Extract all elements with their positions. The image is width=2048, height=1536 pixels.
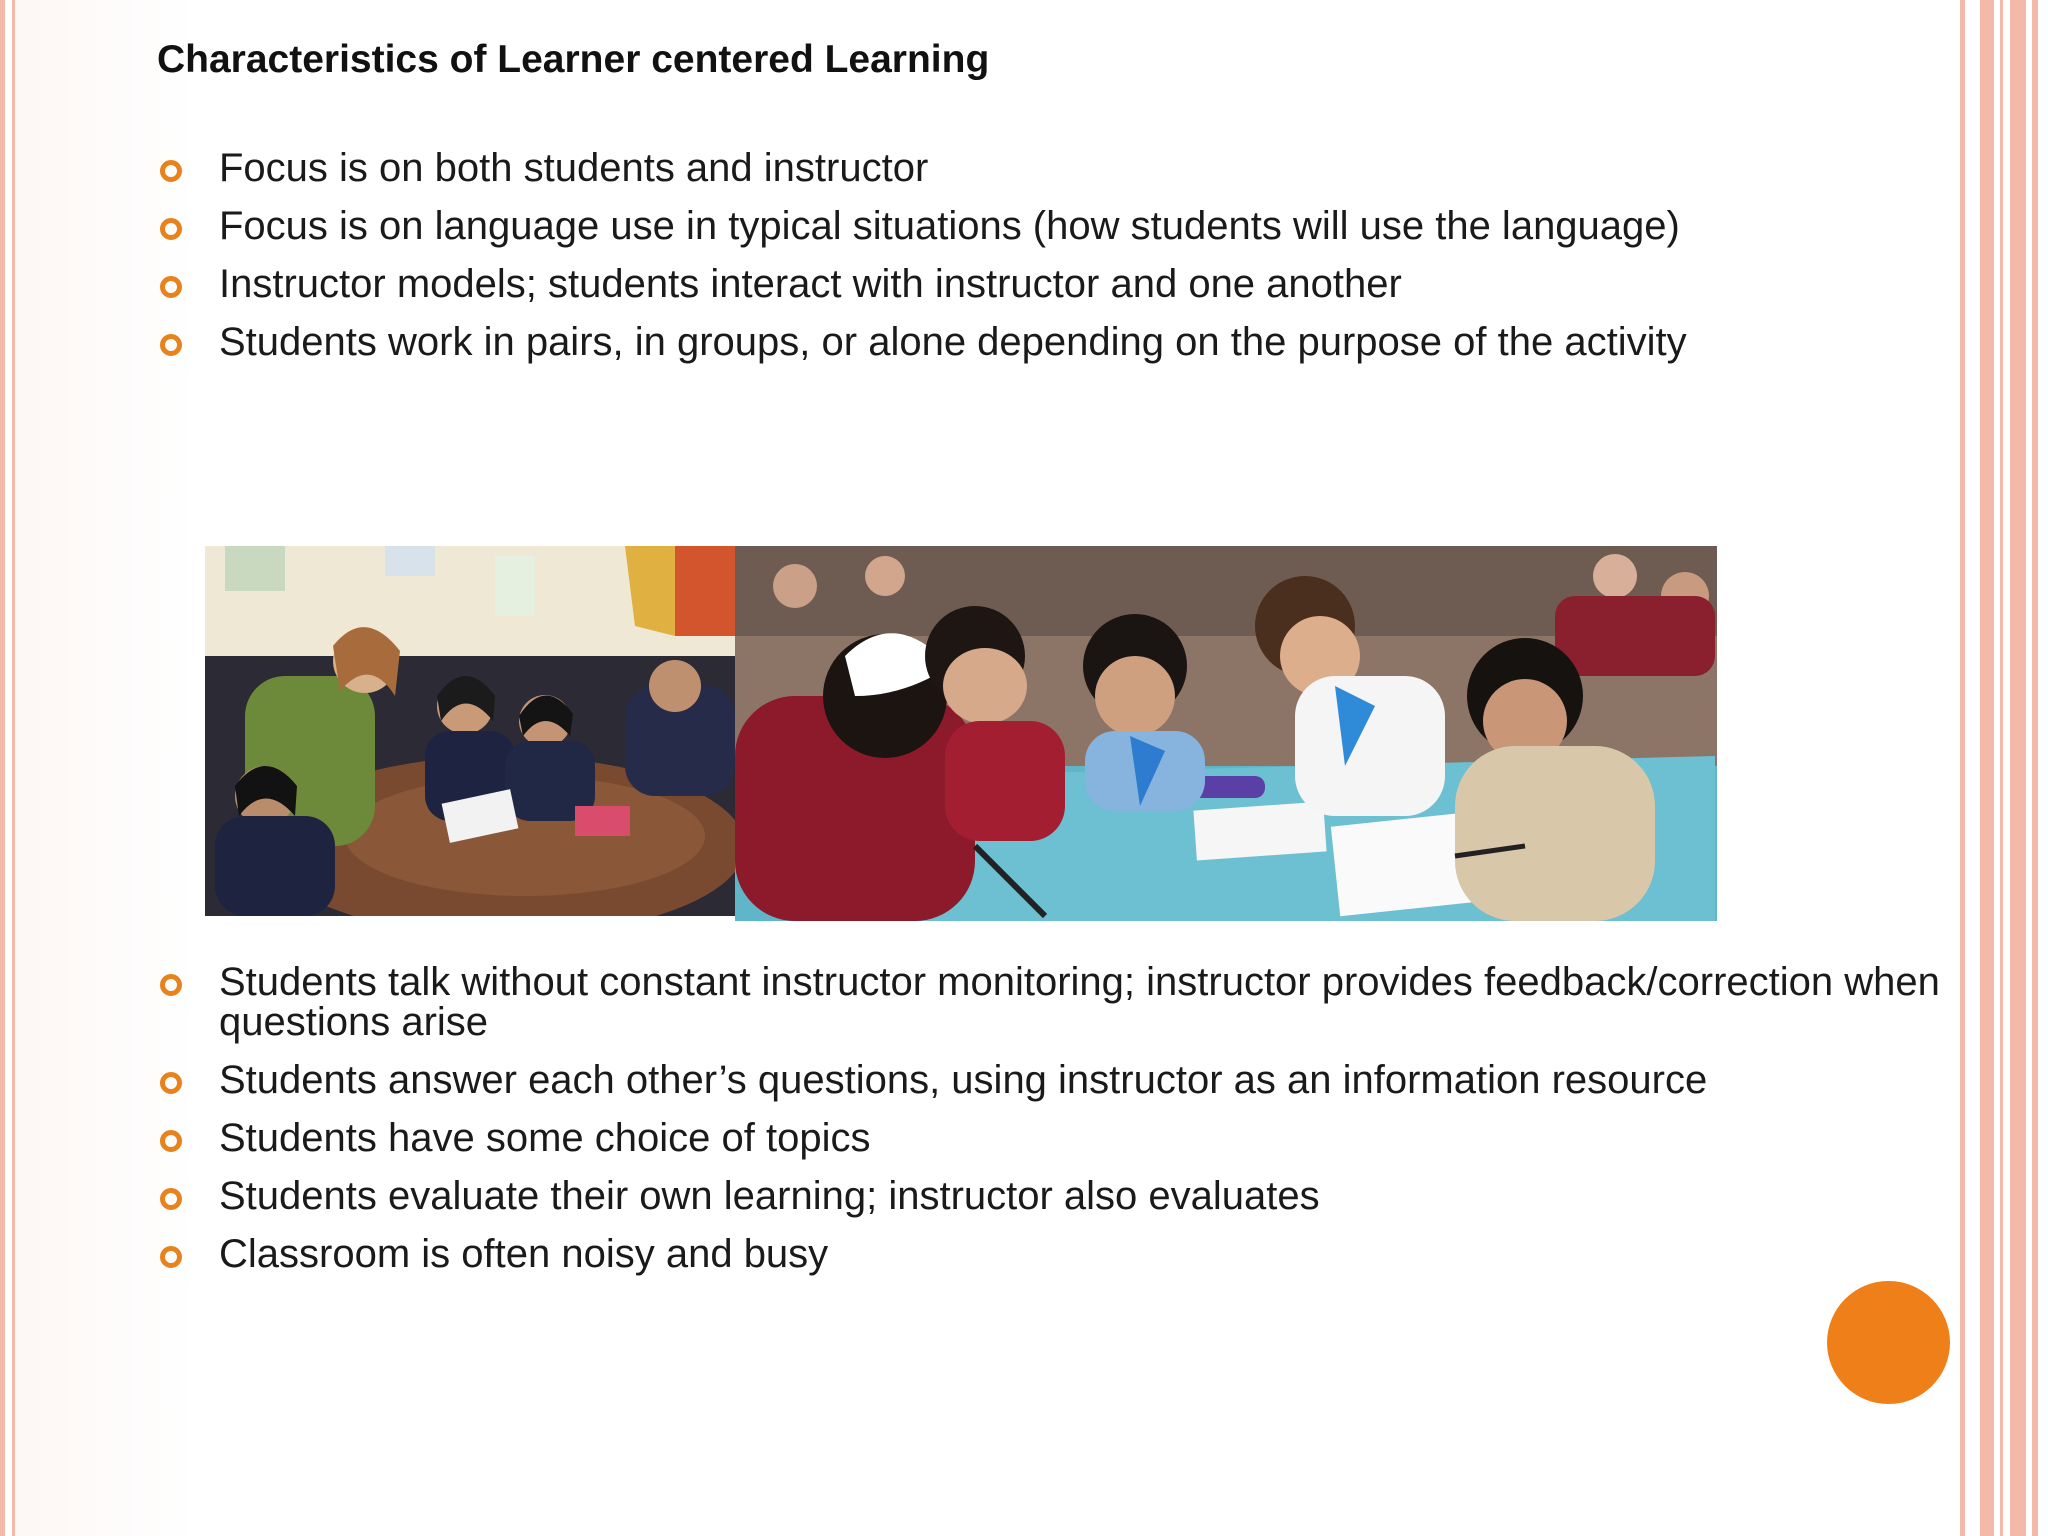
bullet-item: [157, 264, 1687, 304]
bullet-text: Classroom is often noisy and busy: [219, 1232, 829, 1276]
bullet-item: [157, 206, 1687, 246]
bullet-text: Students talk without constant instructor monitoring; instructor provides feedback/correction when questions arise: [219, 960, 1940, 1044]
right-border-stripe: [2000, 0, 2003, 1536]
classroom-photo-left: [205, 546, 735, 916]
right-border-stripe: [1980, 0, 1994, 1536]
bullet-text: Focus is on both students and instructor: [219, 146, 929, 190]
bullet-item: [157, 1234, 2048, 1274]
right-border-stripe: [2032, 0, 2038, 1536]
bullet-item: [157, 148, 1687, 188]
left-border-line: [0, 0, 5, 1536]
right-border-stripe: [1960, 0, 1965, 1536]
bullet-list-top: [157, 148, 1687, 380]
bullet-circle-icon: [160, 1130, 182, 1152]
bullet-circle-icon: [160, 1072, 182, 1094]
bullet-item: [157, 1118, 2048, 1158]
bullet-item: [157, 1060, 2048, 1100]
bullet-item: [157, 962, 2048, 1042]
bullet-text: Students work in pairs, in groups, or alone depending on the purpose of the activity: [219, 320, 1687, 364]
bullet-item: [157, 1176, 2048, 1216]
bullet-list-bottom: [157, 962, 2048, 1292]
bullet-text: Focus is on language use in typical situations (how students will use the language): [219, 204, 1680, 248]
bullet-item: [157, 322, 1687, 362]
bullet-circle-icon: [160, 218, 182, 240]
right-border-stripe: [2010, 0, 2026, 1536]
slide-title: Characteristics of Learner centered Learning: [157, 38, 990, 81]
bullet-text: Students have some choice of topics: [219, 1116, 871, 1160]
bullet-circle-icon: [160, 276, 182, 298]
bullet-circle-icon: [160, 334, 182, 356]
bullet-circle-icon: [160, 160, 182, 182]
bullet-text: Instructor models; students interact with instructor and one another: [219, 262, 1402, 306]
bullet-circle-icon: [160, 974, 182, 996]
bullet-text: Students answer each other’s questions, using instructor as an information resource: [219, 1058, 1708, 1102]
classroom-photo-right: [735, 546, 1717, 921]
bullet-text: Students evaluate their own learning; instructor also evaluates: [219, 1174, 1320, 1218]
bullet-circle-icon: [160, 1246, 182, 1268]
orange-circle-icon: [1827, 1281, 1950, 1404]
bullet-circle-icon: [160, 1188, 182, 1210]
